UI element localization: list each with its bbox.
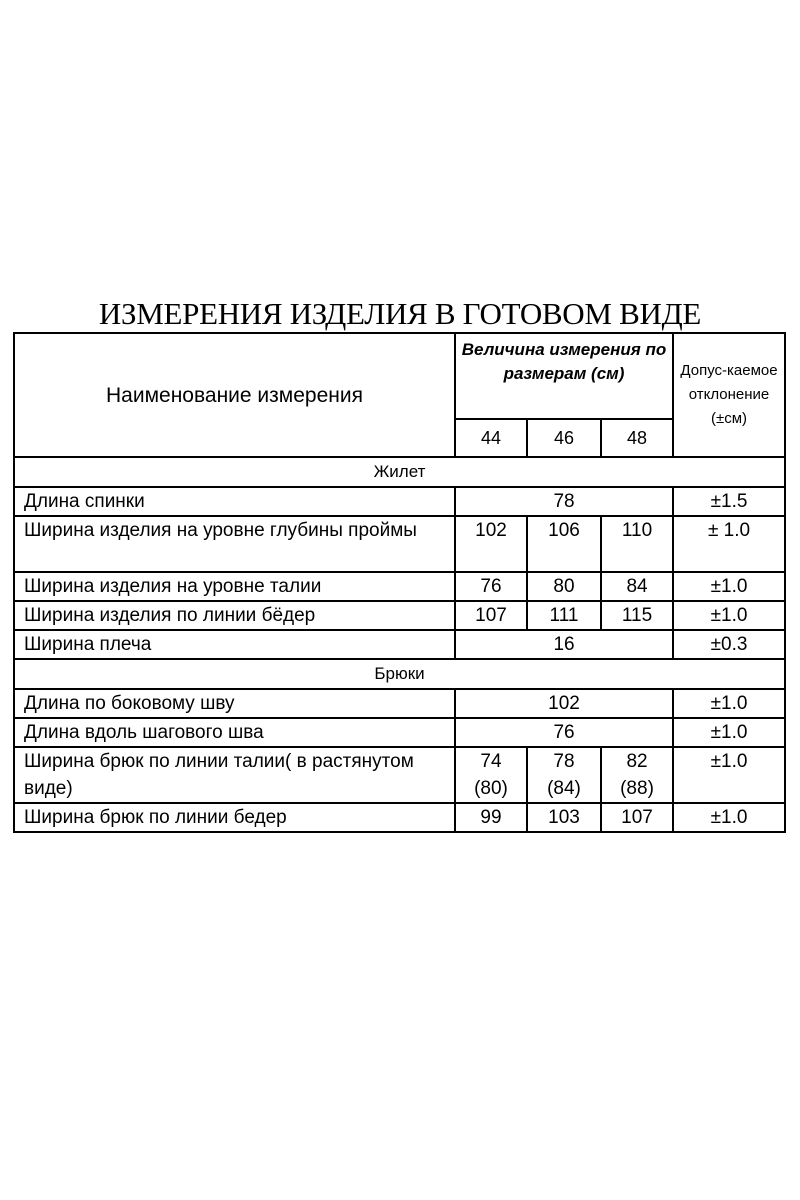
header-size-48: 48 (601, 419, 673, 457)
header-name-column: Наименование измерения (14, 333, 455, 457)
table-row (14, 747, 785, 803)
header-size-group: Величина измерения по размерам (см) (455, 333, 673, 419)
measurements-table (13, 332, 786, 833)
row-value: 115 (601, 601, 673, 630)
row-tolerance: ±1.0 (673, 572, 785, 601)
row-value: 78 (553, 751, 575, 772)
row-value-pair (455, 747, 527, 803)
row-label: Длина по боковому шву (14, 689, 455, 718)
table-row (14, 572, 785, 601)
section-header-vest: Жилет (14, 457, 785, 487)
row-tolerance: ±1.0 (673, 803, 785, 832)
row-value-alt: (88) (620, 778, 654, 799)
table-row (14, 689, 785, 718)
row-value: 102 (455, 689, 673, 718)
row-value: 16 (455, 630, 673, 659)
row-value: 106 (527, 516, 601, 572)
header-tolerance: Допус-каемое отклонение (±см) (673, 333, 785, 457)
row-value: 107 (601, 803, 673, 832)
row-value: 78 (455, 487, 673, 516)
row-value: 110 (601, 516, 673, 572)
row-tolerance: ±1.0 (673, 718, 785, 747)
row-label: Длина спинки (14, 487, 455, 516)
header-size-44: 44 (455, 419, 527, 457)
row-value: 74 (480, 751, 502, 772)
row-label: Ширина брюк по линии талии( в растянутом виде) (14, 747, 455, 803)
row-value: 111 (527, 601, 601, 630)
row-value: 84 (601, 572, 673, 601)
row-value: 107 (455, 601, 527, 630)
row-value: 76 (455, 718, 673, 747)
page-title: ИЗМЕРЕНИЯ ИЗДЕЛИЯ В ГОТОВОМ ВИДЕ (98, 296, 702, 331)
row-tolerance: ±1.5 (673, 487, 785, 516)
row-value: 102 (455, 516, 527, 572)
row-label: Ширина изделия на уровне талии (14, 572, 455, 601)
row-tolerance: ±1.0 (673, 689, 785, 718)
row-tolerance: ±1.0 (673, 747, 785, 803)
section-header-trousers: Брюки (14, 659, 785, 689)
row-value: 99 (455, 803, 527, 832)
row-value: 76 (455, 572, 527, 601)
row-value: 103 (527, 803, 601, 832)
row-value-alt: (84) (547, 778, 581, 799)
table-row (14, 803, 785, 832)
row-tolerance: ± 1.0 (673, 516, 785, 572)
row-tolerance: ±1.0 (673, 601, 785, 630)
table-row (14, 516, 785, 572)
row-label: Длина вдоль шагового шва (14, 718, 455, 747)
table-row (14, 487, 785, 516)
row-label: Ширина изделия по линии бёдер (14, 601, 455, 630)
row-label: Ширина изделия на уровне глубины проймы (14, 516, 455, 572)
header-size-46: 46 (527, 419, 601, 457)
row-value: 82 (626, 751, 648, 772)
table-row (14, 630, 785, 659)
row-value-pair (527, 747, 601, 803)
row-value-alt: (80) (474, 778, 508, 799)
row-value-pair (601, 747, 673, 803)
row-label: Ширина брюк по линии бедер (14, 803, 455, 832)
row-label: Ширина плеча (14, 630, 455, 659)
table-row (14, 718, 785, 747)
table-row (14, 601, 785, 630)
row-tolerance: ±0.3 (673, 630, 785, 659)
row-value: 80 (527, 572, 601, 601)
